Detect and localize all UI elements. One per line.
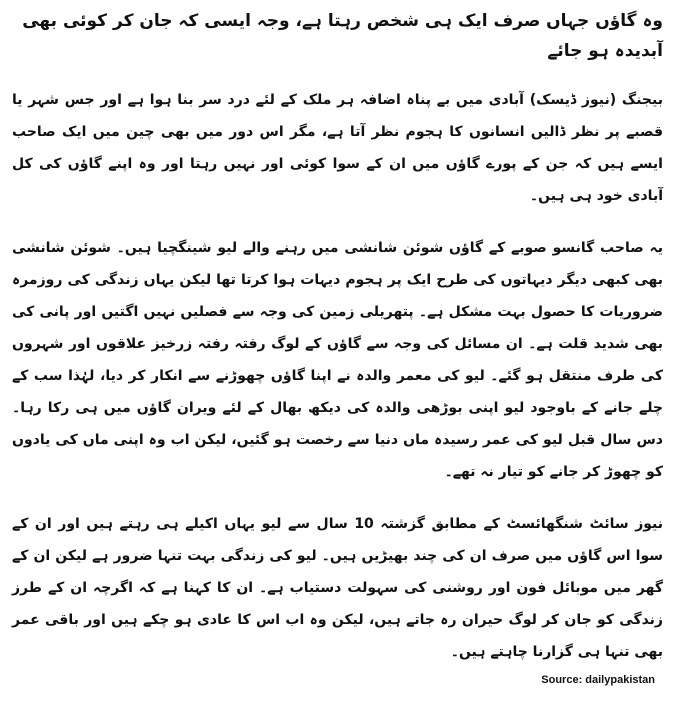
article <box>12 6 663 688</box>
article-headline: وہ گاؤں جہاں صرف ایک ہی شخص رہتا ہے، وجہ ایسی کہ جان کر کوئی بھی آبدیدہ ہو جائے <box>22 11 663 61</box>
article-paragraph: بیجنگ (نیوز ڈیسک) آبادی میں بے پناہ اضافہ ہر ملک کے لئے درد سر بنا ہوا ہے اور جس شہر یا قصبے پر نظر ڈالیں انسانوں کا ہجوم نظر آتا ہے، مگر اس دور میں بھی چین میں ایک صاحب ایسے ہیں کہ جن کے پورے گاؤں میں ان کے سوا کوئی اور نہیں رہتا اور وہ اپنے گاؤں کی کل آبادی خود ہی ہیں۔ <box>12 92 663 204</box>
article-paragraph: نیوز سائٹ شنگھائسٹ کے مطابق گزشتہ 10 سال سے لیو یہاں اکیلے ہی رہتے ہیں اور ان کے سوا اس گاؤں میں صرف ان کی چند بھیڑیں ہیں۔ لیو کی زندگی بہت تنہا ضرور ہے لیکن ان کے گھر میں موبائل فون اور روشنی کی سہولت دستیاب ہے۔ ان کا کہنا ہے کہ اگرچہ ان کے طرز زندگی کو جان کر لوگ حیران رہ جاتے ہیں، لیکن وہ اب اس کا عادی ہو چکے ہیں اور باقی عمر بھی تنہا ہی گزارنا چاہتے ہیں۔ <box>12 516 663 660</box>
source-credit: Source: dailypakistan <box>541 674 655 686</box>
article-paragraph: یہ صاحب گانسو صوبے کے گاؤں شوئن شانشی میں رہنے والے لیو شینگچیا ہیں۔ شوئن شانشی بھی کبھی دیگر دیہاتوں کی طرح ایک پر ہجوم دیہات ہوا کرتا تھا لیکن یہاں زندگی کی روزمرہ ضروریات کا حصول بہت مشکل ہے۔ پتھریلی زمین کی وجہ سے فصلیں نہیں اگتیں اور پانی کی بھی شدید قلت ہے۔ ان مسائل کی وجہ سے گاؤں کے لوگ رفتہ رفتہ زرخیز علاقوں اور شہروں کی طرف منتقل ہو گئے۔ لیو کی معمر والدہ نے اپنا گاؤں چھوڑنے سے انکار کر دیا، لہٰذا سب کے چلے جانے کے باوجود لیو اپنی بوڑھی والدہ کی دیکھ بھال کے لئے ویران گاؤں میں ہی رکا رہا۔ دس سال قبل لیو کی عمر رسیدہ ماں دنیا سے رخصت ہو گئیں، لیکن اب وہ اپنی ماں کی یادوں کو چھوڑ کر جانے کو تیار نہ تھے۔ <box>12 240 663 480</box>
